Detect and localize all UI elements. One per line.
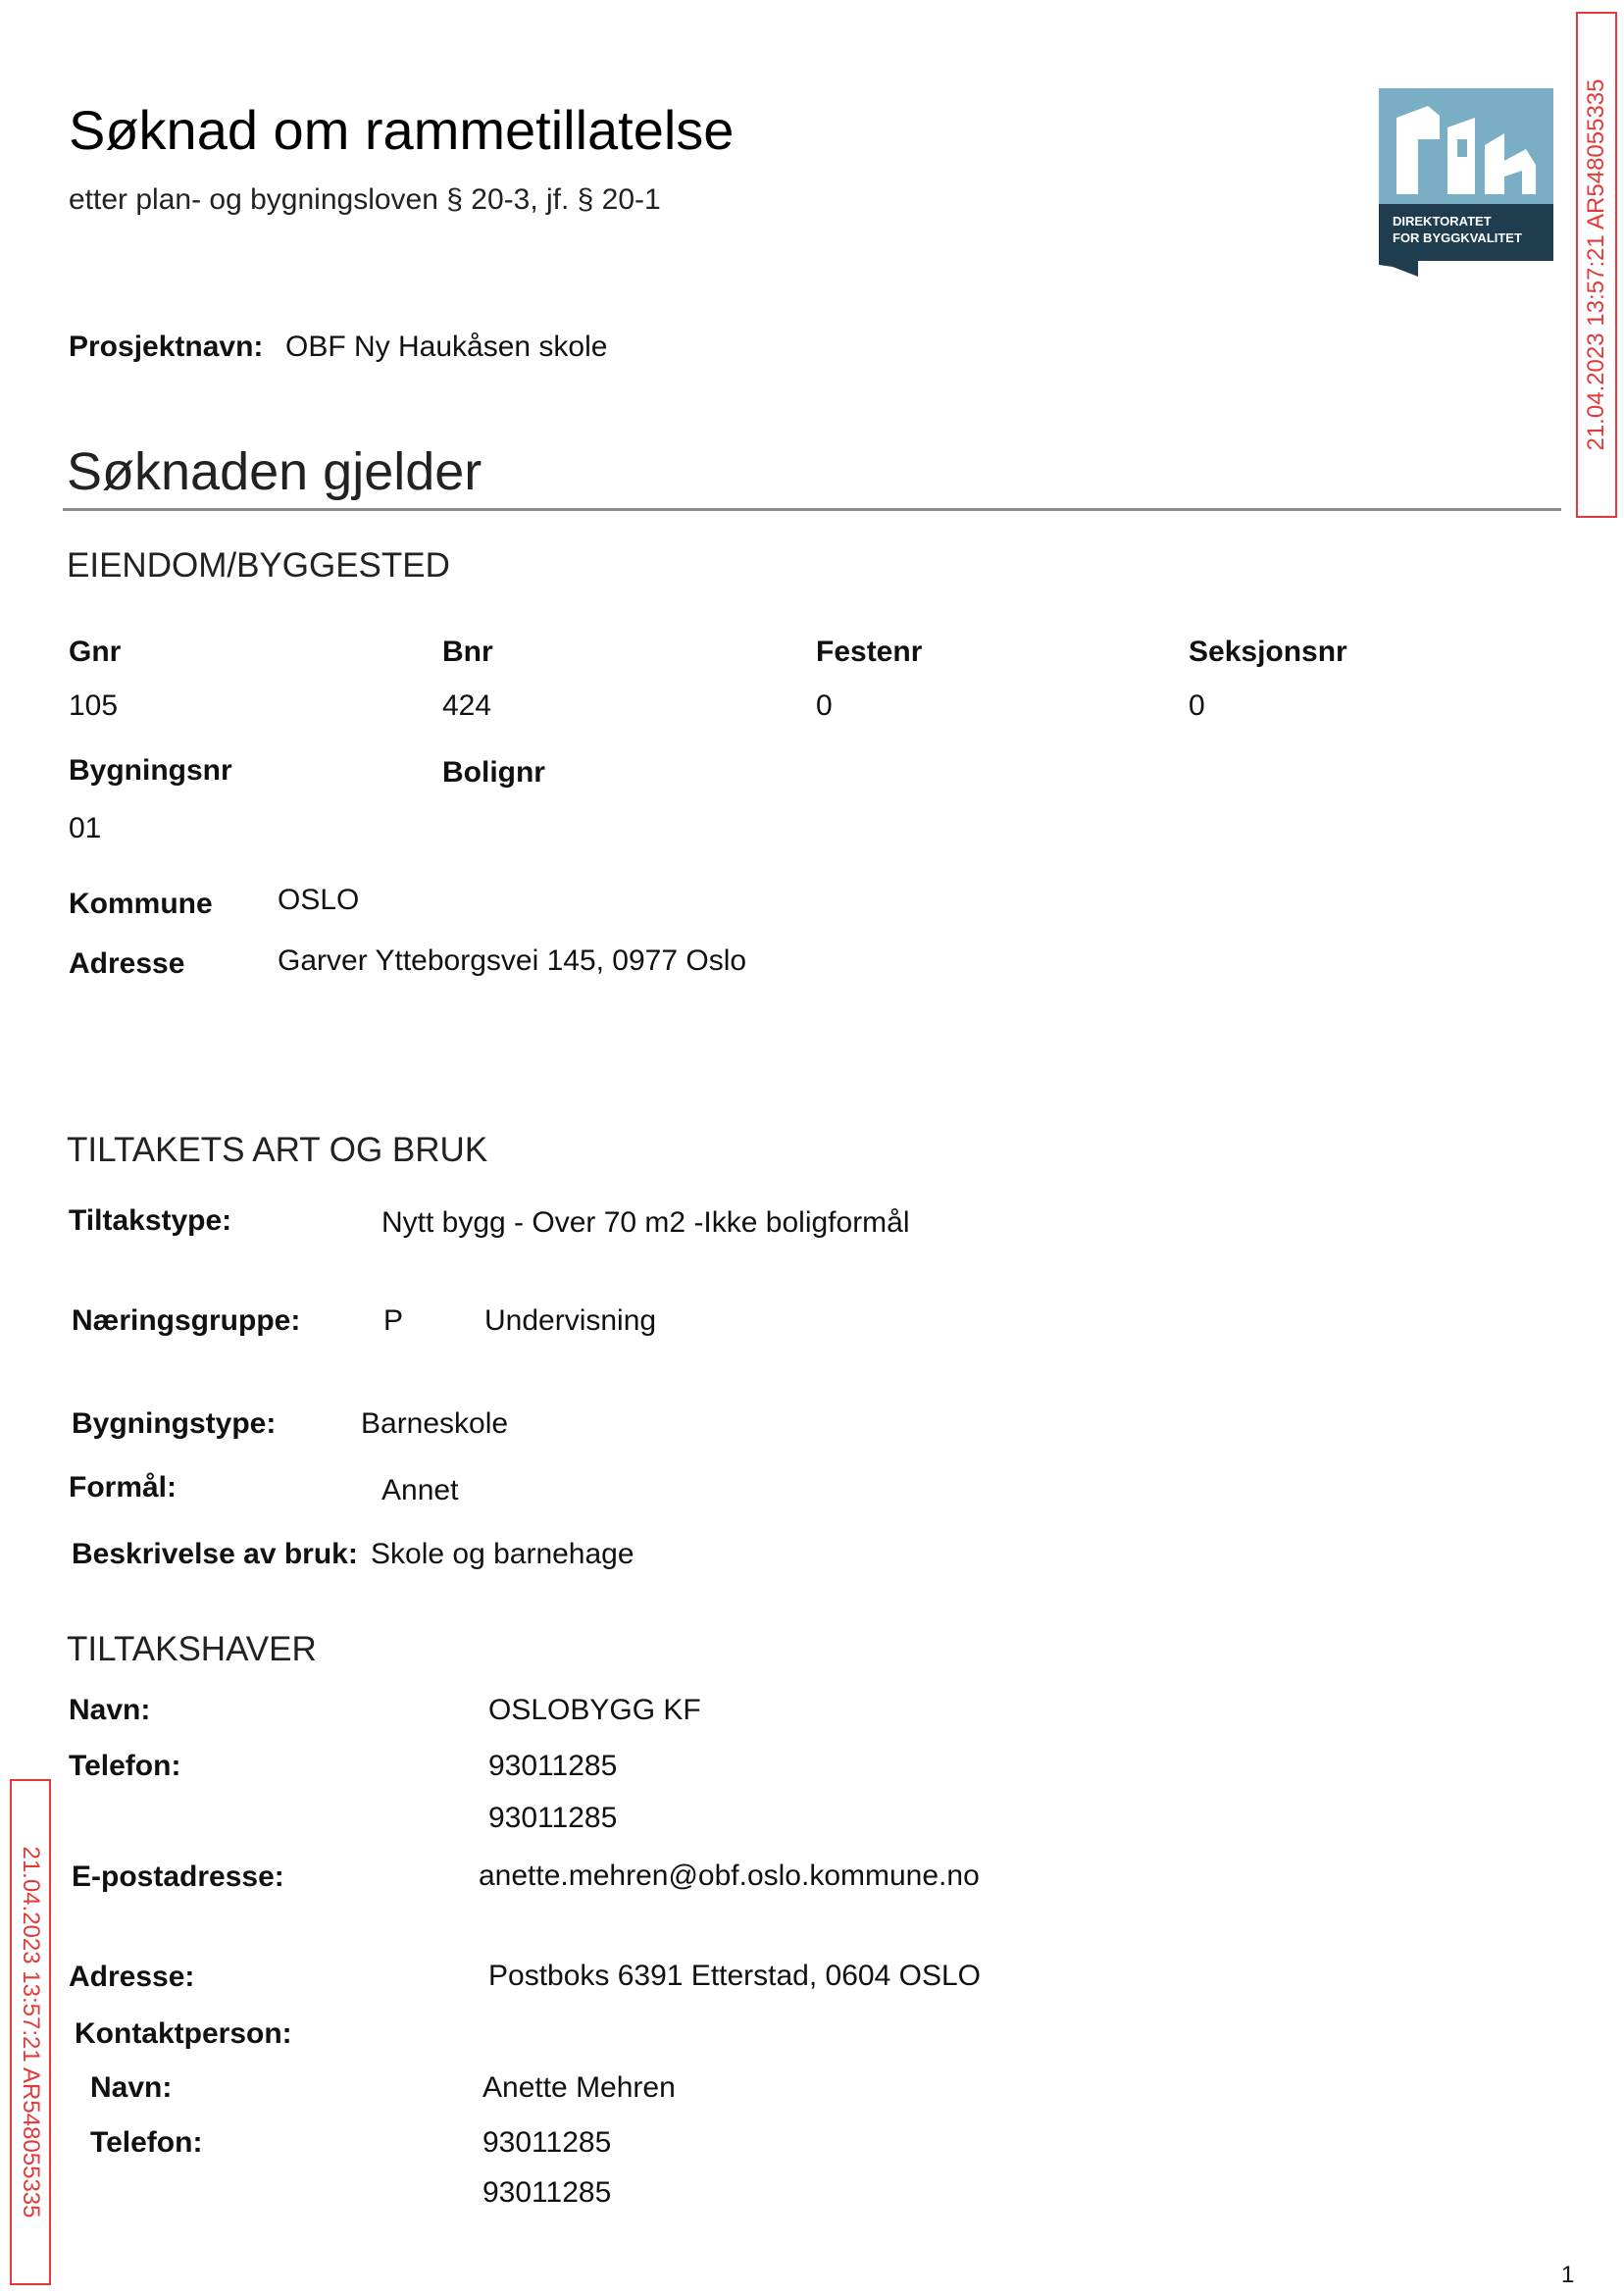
owner-name-label: Navn: bbox=[69, 1694, 151, 1726]
formal-value: Annet bbox=[381, 1474, 459, 1506]
owner-heading: TILTAKSHAVER bbox=[67, 1630, 317, 1668]
owner-name-value: OSLOBYGG KF bbox=[488, 1694, 701, 1726]
beskrivelse-value: Skole og barnehage bbox=[371, 1538, 634, 1570]
contact-phone-value-1: 93011285 bbox=[482, 2126, 612, 2159]
document-subtitle: etter plan- og bygningsloven § 20-3, jf. § 20-1 bbox=[69, 183, 661, 216]
owner-email-value: anette.mehren@obf.oslo.kommune.no bbox=[479, 1860, 980, 1892]
building-logo-icon bbox=[1379, 88, 1553, 277]
contact-name-value: Anette Mehren bbox=[482, 2071, 676, 2104]
owner-phone-value-1: 93011285 bbox=[488, 1750, 618, 1782]
naeringsgruppe-value: Undervisning bbox=[484, 1304, 657, 1337]
tiltakstype-label: Tiltakstype: bbox=[69, 1204, 232, 1237]
bygningstype-value: Barneskole bbox=[361, 1407, 509, 1440]
beskrivelse-label: Beskrivelse av bruk: bbox=[72, 1538, 358, 1570]
seksjonsnr-value: 0 bbox=[1189, 689, 1205, 722]
bnr-value: 424 bbox=[442, 689, 492, 722]
property-heading: EIENDOM/BYGGESTED bbox=[67, 546, 450, 585]
festenr-value: 0 bbox=[816, 689, 833, 722]
svg-text:DIREKTORATET: DIREKTORATET bbox=[1393, 214, 1492, 229]
contact-phone-label: Telefon: bbox=[90, 2126, 203, 2159]
bygningstype-label: Bygningstype: bbox=[72, 1407, 277, 1440]
contact-phone-value-2: 93011285 bbox=[482, 2176, 612, 2209]
measure-heading: TILTAKETS ART OG BRUK bbox=[67, 1131, 488, 1169]
naeringsgruppe-label: Næringsgruppe: bbox=[72, 1304, 301, 1337]
seksjonsnr-label: Seksjonsnr bbox=[1189, 636, 1347, 668]
contact-name-label: Navn: bbox=[90, 2071, 173, 2104]
owner-address-label: Adresse: bbox=[69, 1961, 195, 1993]
project-name-value: OBF Ny Haukåsen skole bbox=[285, 331, 608, 363]
adresse-label: Adresse bbox=[69, 947, 185, 980]
document-title: Søknad om rammetillatelse bbox=[69, 99, 735, 161]
bolignr-label: Bolignr bbox=[442, 756, 545, 789]
owner-phone-label: Telefon: bbox=[69, 1750, 181, 1782]
formal-label: Formål: bbox=[69, 1471, 178, 1504]
received-stamp-left: 21.04.2023 13:57:21 AR548055335 bbox=[10, 1779, 51, 2285]
gnr-value: 105 bbox=[69, 689, 119, 722]
page-number: 1 bbox=[1561, 2262, 1575, 2288]
contact-person-label: Kontaktperson: bbox=[75, 2017, 292, 2050]
bygningsnr-label: Bygningsnr bbox=[69, 754, 232, 787]
section-divider bbox=[63, 508, 1561, 511]
owner-email-label: E-postadresse: bbox=[72, 1861, 284, 1893]
festenr-label: Festenr bbox=[816, 636, 923, 668]
received-stamp-right: 21.04.2023 13:57:21 AR548055335 bbox=[1576, 12, 1617, 518]
project-name-label: Prosjektnavn: bbox=[69, 331, 264, 363]
adresse-value: Garver Ytteborgsvei 145, 0977 Oslo bbox=[278, 944, 747, 977]
kommune-value: OSLO bbox=[278, 884, 360, 916]
bygningsnr-value: 01 bbox=[69, 812, 102, 844]
kommune-label: Kommune bbox=[69, 888, 213, 920]
tiltakstype-value: Nytt bygg - Over 70 m2 -Ikke boligformål bbox=[381, 1206, 910, 1239]
bnr-label: Bnr bbox=[442, 636, 493, 668]
svg-text:FOR BYGGKVALITET: FOR BYGGKVALITET bbox=[1393, 230, 1522, 245]
gnr-label: Gnr bbox=[69, 636, 122, 668]
section-title: Søknaden gjelder bbox=[67, 442, 482, 501]
owner-phone-value-2: 93011285 bbox=[488, 1802, 618, 1834]
dibk-logo bbox=[1379, 88, 1553, 277]
owner-address-value: Postboks 6391 Etterstad, 0604 OSLO bbox=[488, 1960, 981, 1992]
naeringsgruppe-code: P bbox=[383, 1304, 404, 1337]
